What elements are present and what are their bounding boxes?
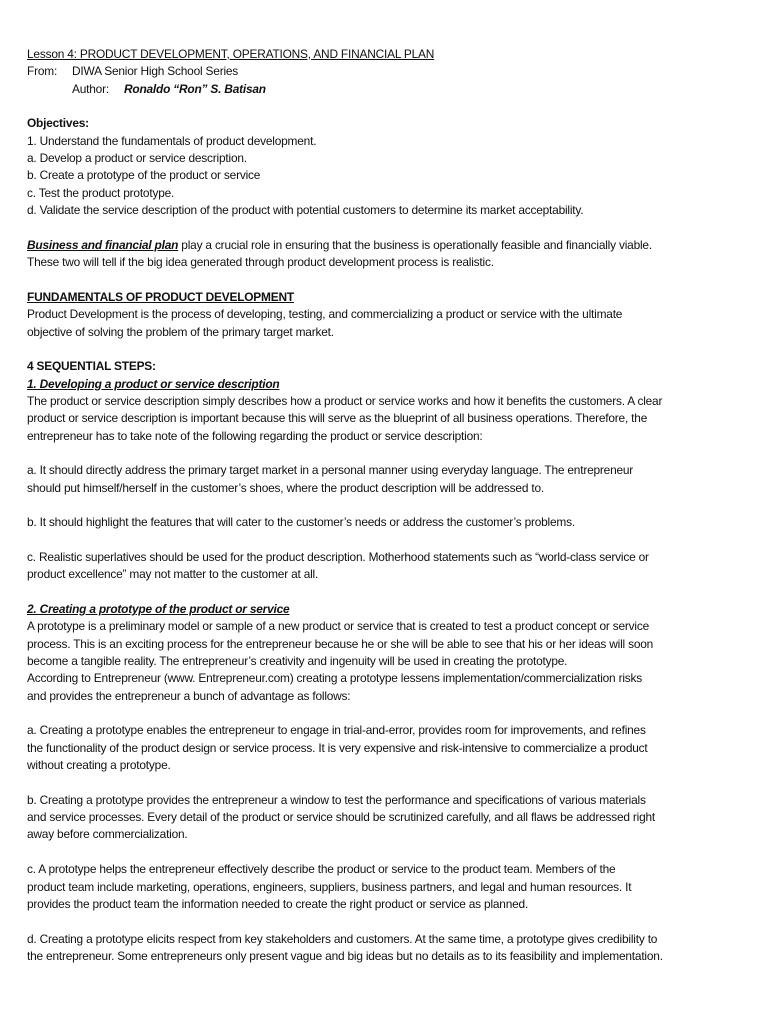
from-label: From: [27,64,58,79]
step2-paragraph: A prototype is a preliminary model or sample of a new product or service that is created to test a product concept or service [27,619,650,634]
fundamentals-text: objective of solving the problem of the primary target market. [27,324,334,339]
step1-point-c: c. Realistic superlatives should be used for the product description. Motherhood statements such as “world-class service or [27,549,649,564]
objective-item: c. Test the product prototype. [27,185,175,200]
step2-paragraph: and provides the entrepreneur a bunch of advantage as follows: [27,688,351,703]
intro-line-1 [27,237,747,254]
author-value: Ronaldo “Ron” S. Batisan [124,81,266,96]
from-line [27,63,747,80]
step1-title: 1. Developing a product or service description [27,376,280,391]
objective-item: b. Create a prototype of the product or service [27,168,261,183]
objectives-heading: Objectives: [27,116,89,131]
document-page [27,46,747,965]
step2-point-a: a. Creating a prototype enables the entrepreneur to engage in trial-and-error, provides room for improvements, and refines [27,723,646,738]
step2-point-d: the entrepreneur. Some entrepreneurs only present vague and big ideas but no details as to its feasibility and implementation. [27,948,663,963]
step2-point-a: without creating a prototype. [27,758,171,773]
step1-point-a: a. It should directly address the primary target market in a personal manner using everyday language. The entrepreneur [27,463,634,478]
step2-point-c: c. A prototype helps the entrepreneur effectively describe the product or service to the product team. Members of the [27,862,616,877]
business-financial-plan-term: Business and financial plan [27,237,179,252]
lesson-title-line [27,46,747,63]
intro-line-1-rest: play a crucial role in ensuring that the business is operationally feasible and financially viable. [178,237,652,252]
step2-point-a: the functionality of the product design or service process. It is very expensive and risk-intensive to commercialize a product [27,740,648,755]
steps-heading: 4 SEQUENTIAL STEPS: [27,359,156,374]
step1-paragraph: entrepreneur has to take note of the following regarding the product or service description: [27,428,483,443]
step2-title: 2. Creating a prototype of the product or service [27,602,290,616]
objective-item: a. Develop a product or service description. [27,151,247,166]
step2-paragraph: According to Entrepreneur (www. Entrepreneur.com) creating a prototype lessens implementation/commercialization risks [27,671,643,686]
intro-line-2: These two will tell if the big idea generated through product development process is realistic. [27,255,494,270]
step2-point-b: away before commercialization. [27,827,188,842]
step2-point-c: provides the product team the information needed to create the right product or service as planned. [27,896,529,911]
lesson-title: Lesson 4: PRODUCT DEVELOPMENT, OPERATIONS, AND FINANCIAL PLAN [27,47,435,61]
fundamentals-text: Product Development is the process of developing, testing, and commercializing a product or service with the ultimate [27,307,623,322]
step2-point-c: product team include marketing, operations, engineers, suppliers, business partners, and legal and human resources. It [27,879,632,894]
step1-point-c: product excellence” may not matter to the customer at all. [27,567,319,582]
step2-point-d: d. Creating a prototype elicits respect from key stakeholders and customers. At the same time, a prototype gives credibility to [27,931,658,946]
objective-item: 1. Understand the fundamentals of product development. [27,133,317,148]
author-label: Author: [72,81,109,96]
step2-paragraph: become a tangible reality. The entrepreneur’s creativity and ingenuity will be used in creating the prototype. [27,654,568,669]
step1-paragraph: product or service description is important because this will serve as the blueprint of all business operations. Therefore, the [27,411,648,426]
fundamentals-heading: FUNDAMENTALS OF PRODUCT DEVELOPMENT [27,289,294,304]
step2-paragraph: process. This is an exciting process for the entrepreneur because he or she will be able to see that his or her ideas will soon [27,636,654,651]
objective-item: d. Validate the service description of the product with potential customers to determine its market acceptability. [27,203,584,218]
step1-paragraph: The product or service description simply describes how a product or service works and how it benefits the customers. A clear [27,393,663,408]
step1-point-a: should put himself/herself in the customer’s shoes, where the product description will be addressed to. [27,480,544,495]
step1-point-b: b. It should highlight the features that will cater to the customer’s needs or address the customer’s problems. [27,515,575,530]
step2-point-b: and service processes. Every detail of the product or service should be scrutinized carefully, and all flaws be addressed right [27,810,656,825]
author-line [27,81,747,98]
from-value: DIWA Senior High School Series [72,64,239,79]
step2-point-b: b. Creating a prototype provides the entrepreneur a window to test the performance and specifications of various materials [27,792,646,807]
